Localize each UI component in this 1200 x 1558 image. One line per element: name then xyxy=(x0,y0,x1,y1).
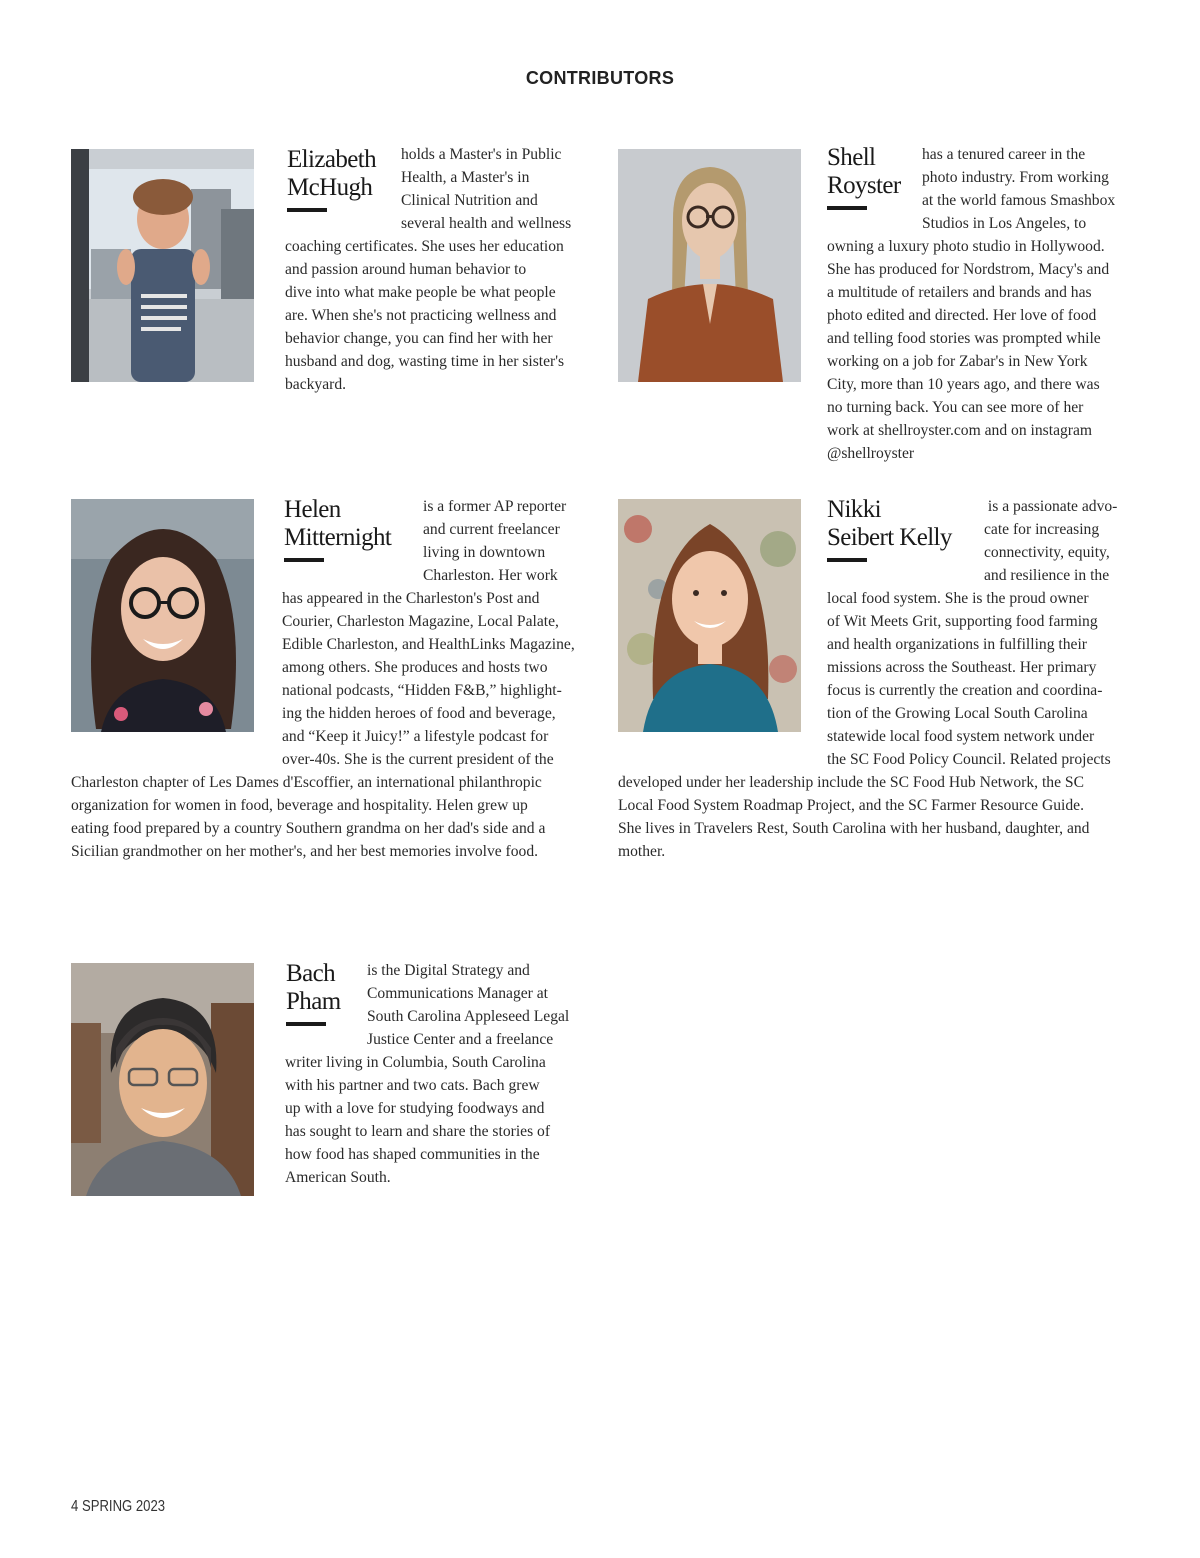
bio-line: tion of the Growing Local South Carolina xyxy=(827,705,1088,722)
contributor-bio-helen xyxy=(282,587,575,771)
contributor-name-elizabeth xyxy=(287,146,376,212)
bio-line: Health, a Master's in xyxy=(401,169,530,186)
bio-line: and health organizations in fulfilling their xyxy=(827,636,1087,653)
bio-line: ing the hidden heroes of food and beverage, xyxy=(282,705,556,722)
bio-line: Clinical Nutrition and xyxy=(401,192,538,209)
contributor-bio-helen-full xyxy=(71,771,545,863)
bio-line: over-40s. She is the current president of the xyxy=(282,751,554,768)
bio-line: She lives in Travelers Rest, South Carolina with her husband, daughter, and xyxy=(618,820,1090,837)
bio-line: Justice Center and a freelance xyxy=(367,1031,554,1048)
bio-line: photo industry. From working xyxy=(922,169,1109,186)
bio-line: cate for increasing xyxy=(984,521,1100,538)
name-line: Helen xyxy=(284,496,341,523)
bio-line: @shellroyster xyxy=(827,445,915,462)
contributor-name-nikki xyxy=(827,496,952,562)
bio-line: Communications Manager at xyxy=(367,985,549,1002)
contributor-bio-elizabeth-intro xyxy=(401,143,571,235)
bio-line: writer living in Columbia, South Carolina xyxy=(285,1054,546,1071)
bio-line: focus is currently the creation and coordina- xyxy=(827,682,1103,699)
bio-line: Charleston chapter of Les Dames d'Escoffier, an international philanthropic xyxy=(71,774,542,791)
contributor-bio-bach xyxy=(285,1051,550,1189)
name-line: Elizabeth xyxy=(287,146,376,173)
bio-line: several health and wellness xyxy=(401,215,572,232)
page-folio: 4 SPRING 2023 xyxy=(71,1498,166,1515)
name-line: Nikki xyxy=(827,496,881,523)
bio-line: statewide local food system network under xyxy=(827,728,1095,745)
contributor-photo-shell xyxy=(618,149,801,382)
bio-line: photo edited and directed. Her love of food xyxy=(827,307,1097,324)
portrait-photo-icon xyxy=(618,499,801,732)
bio-line: living in downtown xyxy=(423,544,546,561)
contributor-bio-shell xyxy=(827,235,1109,465)
contributor-photo-bach xyxy=(71,963,254,1196)
contributor-bio-nikki-intro xyxy=(984,495,1117,587)
bio-line: developed under her leadership include the SC Food Hub Network, the SC xyxy=(618,774,1084,791)
bio-line: local food system. She is the proud owner xyxy=(827,590,1089,607)
contributor-name-helen xyxy=(284,496,391,562)
bio-line: has sought to learn and share the stories of xyxy=(285,1123,551,1140)
contributor-bio-nikki xyxy=(827,587,1111,771)
bio-line: and resilience in the xyxy=(984,567,1110,584)
name-line: Bach xyxy=(286,960,335,987)
bio-line: working on a job for Zabar's in New York xyxy=(827,353,1088,370)
contributor-name-shell xyxy=(827,144,901,210)
bio-line: is a passionate advo- xyxy=(984,498,1118,515)
name-line: Shell xyxy=(827,144,876,171)
bio-line: at the world famous Smashbox xyxy=(922,192,1116,209)
bio-line: coaching certificates. She uses her education xyxy=(285,238,564,255)
contributor-bio-helen-intro xyxy=(423,495,566,587)
bio-line: husband and dog, wasting time in her sister's xyxy=(285,353,565,370)
bio-line: work at shellroyster.com and on instagram xyxy=(827,422,1093,439)
bio-line: are. When she's not practicing wellness and xyxy=(285,307,557,324)
contributor-name-bach xyxy=(286,960,341,1026)
bio-line: backyard. xyxy=(285,376,347,393)
portrait-photo-icon xyxy=(71,149,254,382)
bio-line: American South. xyxy=(285,1169,391,1186)
bio-line: owning a luxury photo studio in Hollywood. xyxy=(827,238,1105,255)
name-line: Mitternight xyxy=(284,524,392,551)
bio-line: dive into what make people be what people xyxy=(285,284,556,301)
contributor-photo-elizabeth xyxy=(71,149,254,382)
name-line: Seibert Kelly xyxy=(827,524,952,551)
bio-line: eating food prepared by a country Southern grandma on her dad's side and a xyxy=(71,820,546,837)
contributor-photo-nikki xyxy=(618,499,801,732)
bio-line: Sicilian grandmother on her mother's, and her best memories involve food. xyxy=(71,843,539,860)
bio-line: and “Keep it Juicy!” a lifestyle podcast for xyxy=(282,728,549,745)
bio-line: Local Food System Roadmap Project, and the SC Farmer Resource Guide. xyxy=(618,797,1084,814)
bio-line: Studios in Los Angeles, to xyxy=(922,215,1087,232)
bio-line: Edible Charleston, and HealthLinks Magazine, xyxy=(282,636,575,653)
bio-line: has a tenured career in the xyxy=(922,146,1086,163)
bio-line: has appeared in the Charleston's Post and xyxy=(282,590,540,607)
name-underline xyxy=(827,206,867,210)
name-underline xyxy=(284,558,324,562)
name-underline xyxy=(286,1022,326,1026)
bio-line: mother. xyxy=(618,843,666,860)
name-line: McHugh xyxy=(287,174,373,201)
name-line: Pham xyxy=(286,988,341,1015)
bio-line: She has produced for Nordstrom, Macy's and xyxy=(827,261,1110,278)
contributor-bio-shell-intro xyxy=(922,143,1115,235)
contributor-bio-elizabeth xyxy=(285,235,564,396)
portrait-photo-icon xyxy=(618,149,801,382)
name-line: Royster xyxy=(827,172,901,199)
bio-line: Courier, Charleston Magazine, Local Palate, xyxy=(282,613,559,630)
bio-line: behavior change, you can find her with her xyxy=(285,330,553,347)
portrait-photo-icon xyxy=(71,963,254,1196)
bio-line: Charleston. Her work xyxy=(423,567,558,584)
bio-line: no turning back. You can see more of her xyxy=(827,399,1084,416)
bio-line: holds a Master's in Public xyxy=(401,146,562,163)
bio-line: missions across the Southeast. Her primary xyxy=(827,659,1097,676)
bio-line: among others. She produces and hosts two xyxy=(282,659,548,676)
bio-line: up with a love for studying foodways and xyxy=(285,1100,545,1117)
bio-line: City, more than 10 years ago, and there was xyxy=(827,376,1100,393)
bio-line: and current freelancer xyxy=(423,521,560,538)
bio-line: South Carolina Appleseed Legal xyxy=(367,1008,570,1025)
bio-line: is a former AP reporter xyxy=(423,498,567,515)
bio-line: with his partner and two cats. Bach grew xyxy=(285,1077,540,1094)
bio-line: how food has shaped communities in the xyxy=(285,1146,540,1163)
bio-line: and passion around human behavior to xyxy=(285,261,527,278)
bio-line: is the Digital Strategy and xyxy=(367,962,530,979)
bio-line: national podcasts, “Hidden F&B,” highlight- xyxy=(282,682,562,699)
page-heading: CONTRIBUTORS xyxy=(525,68,675,88)
bio-line: connectivity, equity, xyxy=(984,544,1110,561)
bio-line: the SC Food Policy Council. Related projects xyxy=(827,751,1111,768)
bio-line: a multitude of retailers and brands and has xyxy=(827,284,1092,301)
name-underline xyxy=(827,558,867,562)
contributor-photo-helen xyxy=(71,499,254,732)
name-underline xyxy=(287,208,327,212)
contributor-bio-bach-intro xyxy=(367,959,569,1051)
bio-line: organization for women in food, beverage and hospitality. Helen grew up xyxy=(71,797,528,814)
contributor-bio-nikki-full xyxy=(618,771,1089,863)
bio-line: and telling food stories was prompted while xyxy=(827,330,1101,347)
portrait-photo-icon xyxy=(71,499,254,732)
bio-line: of Wit Meets Grit, supporting food farming xyxy=(827,613,1098,630)
